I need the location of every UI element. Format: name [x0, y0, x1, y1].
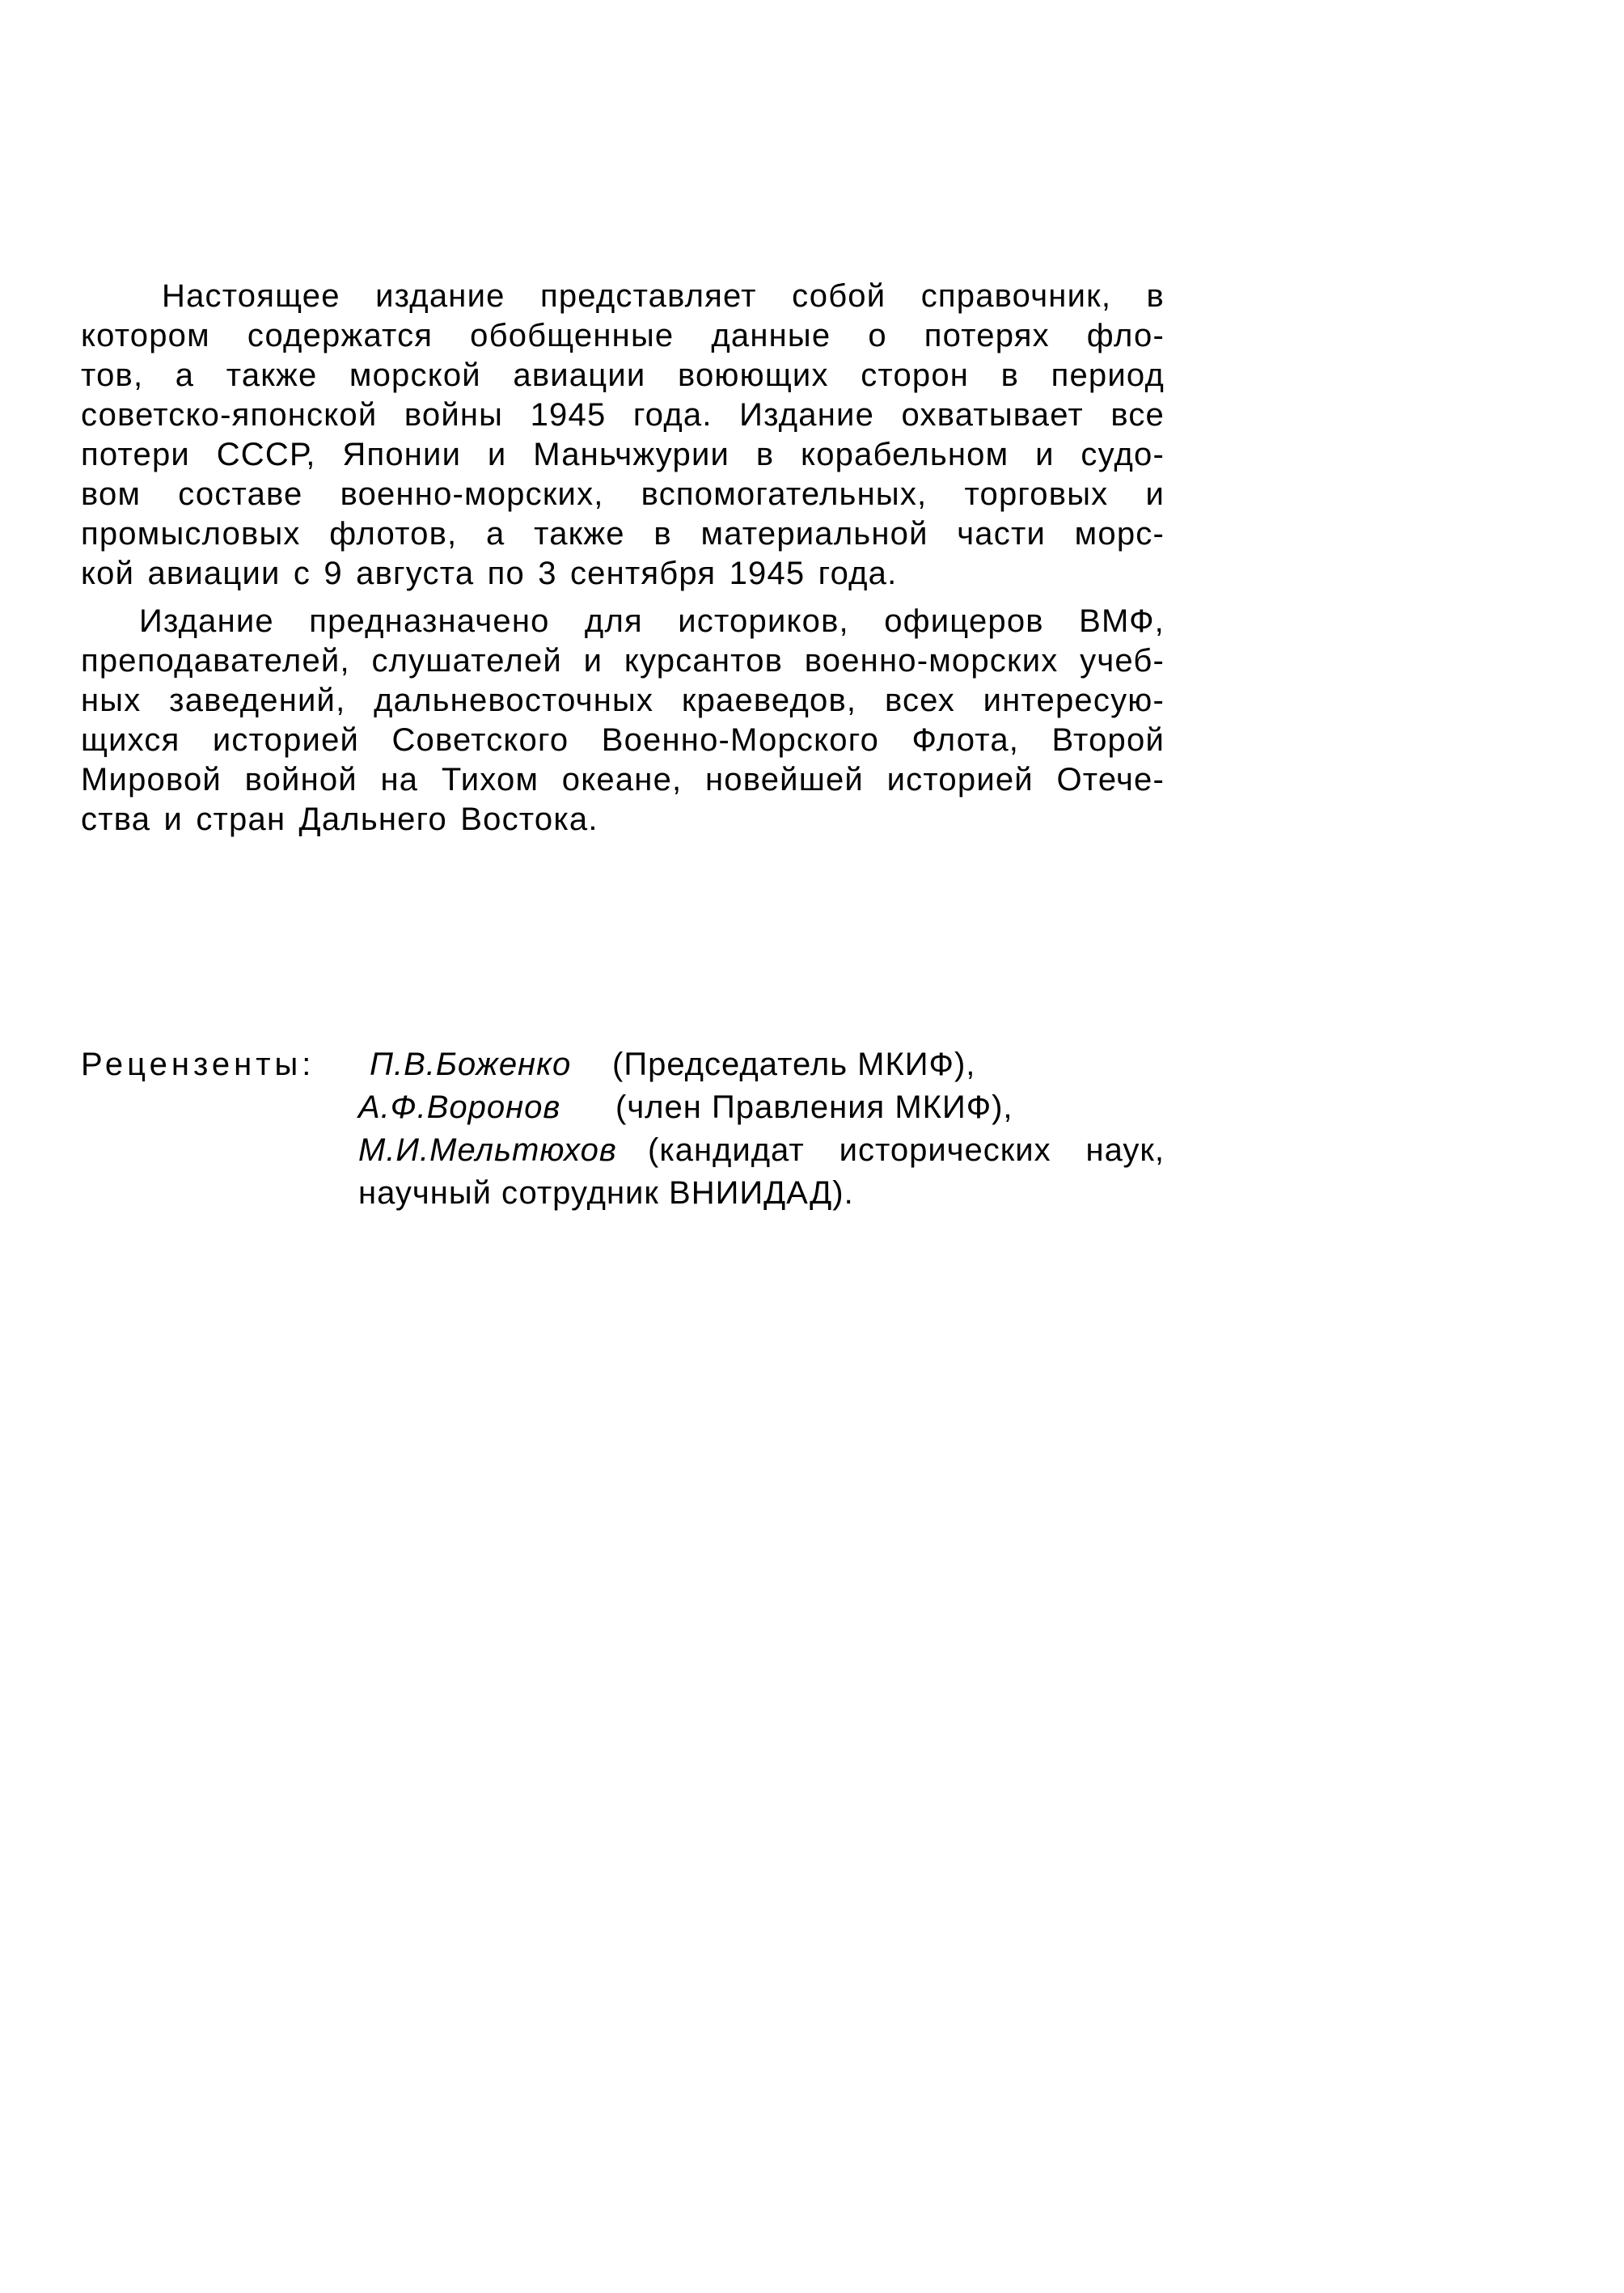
paragraph-line: советско-японской войны 1945 года. Издание охватывает все: [81, 397, 1165, 433]
reviewer-name: П.В.Боженко: [370, 1047, 572, 1082]
annotation-text: [81, 277, 1165, 840]
paragraph-line: потери СССР, Японии и Маньчжурии в корабельном и судо-: [81, 437, 1165, 472]
paragraph-line: ства и стран Дальнего Востока.: [81, 802, 598, 837]
reviewer-role: (член Правления МКИФ),: [615, 1089, 1013, 1125]
reviewer-entry: [358, 1129, 1165, 1172]
paragraph-line: щихся историей Советского Военно-Морского Флота, Второй: [81, 722, 1165, 758]
reviewer-entry: [358, 1086, 1165, 1129]
reviewer-role-continuation: научный сотрудник ВНИИДАД).: [358, 1175, 854, 1211]
paragraph-line: Настоящее издание представляет собой справочник, в: [162, 278, 1165, 314]
reviewer-entry: [358, 1043, 1165, 1086]
paragraph-line: Издание предназначено для историков, офицеров ВМФ,: [139, 603, 1165, 639]
paragraph-line: ных заведений, дальневосточных краеведов, всех интересую-: [81, 683, 1165, 718]
paragraph-line: тов, а также морской авиации воюющих сторон в период: [81, 357, 1165, 393]
paragraph-line: промысловых флотов, а также в материальной части морс-: [81, 516, 1165, 552]
reviewer-name: М.И.Мельтюхов: [358, 1132, 617, 1168]
paragraph-line: Мировой войной на Тихом океане, новейшей историей Отече-: [81, 762, 1165, 797]
paragraph-line: кой авиации с 9 августа по 3 сентября 1945 года.: [81, 556, 898, 591]
paragraph-line: вом составе военно-морских, вспомогательных, торговых и: [81, 476, 1165, 512]
reviewer-name: А.Ф.Воронов: [358, 1089, 561, 1125]
reviewers-label: Рецензенты:: [81, 1047, 315, 1082]
paragraph-line: котором содержатся обобщенные данные о потерях фло-: [81, 318, 1165, 353]
paragraph-line: преподавателей, слушателей и курсантов военно-морских учеб-: [81, 643, 1165, 679]
reviewer-role: (Председатель МКИФ),: [612, 1047, 976, 1082]
reviewer-role: (кандидат исторических наук,: [648, 1132, 1165, 1168]
paragraph-audience: [81, 602, 1165, 840]
paragraph-description: [81, 277, 1165, 594]
